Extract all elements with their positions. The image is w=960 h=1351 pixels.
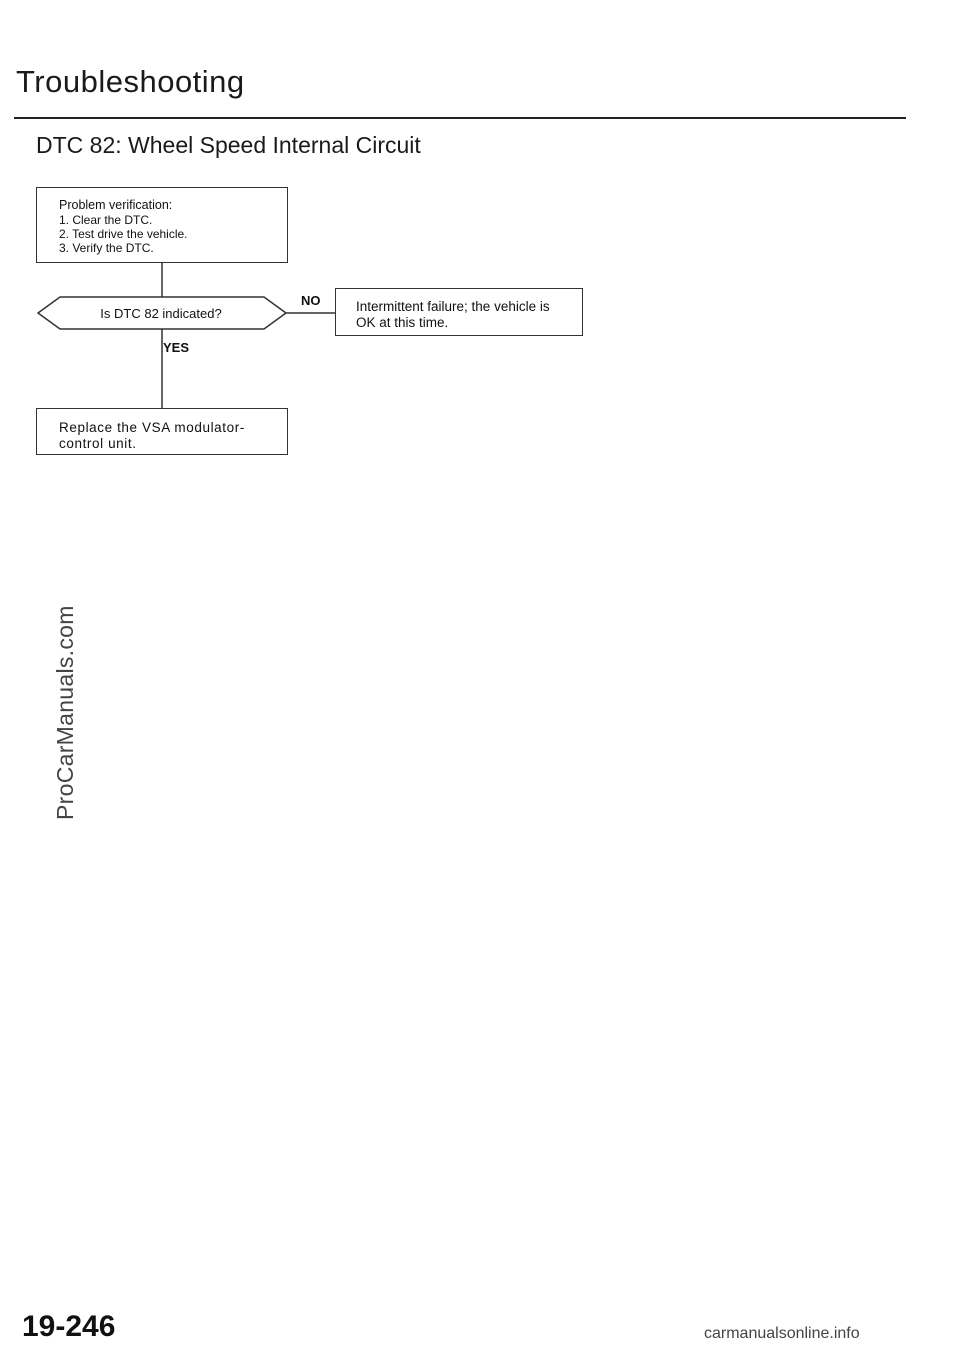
- intermittent-line-1: Intermittent failure; the vehicle is: [356, 299, 550, 314]
- dtc-heading: DTC 82: Wheel Speed Internal Circuit: [36, 132, 421, 158]
- verification-heading: Problem verification:: [59, 198, 173, 212]
- verification-step: 1. Clear the DTC.: [59, 213, 153, 227]
- yes-branch-label: YES: [163, 340, 190, 355]
- intermittent-line-2: OK at this time.: [356, 315, 449, 330]
- intermittent-failure-box: [335, 288, 583, 336]
- replace-modulator-box: [36, 408, 288, 455]
- problem-verification-box: [36, 187, 288, 263]
- replace-line-2: control unit.: [59, 436, 137, 451]
- no-branch-label: NO: [301, 293, 321, 308]
- verification-step: 2. Test drive the vehicle.: [59, 227, 188, 241]
- watermark-text: ProCarManuals.com: [52, 605, 78, 820]
- page-number: 19-246: [22, 1310, 116, 1343]
- verification-step: 3. Verify the DTC.: [59, 241, 154, 255]
- section-title: Troubleshooting: [16, 64, 245, 99]
- footer-site-link[interactable]: carmanualsonline.info: [704, 1325, 860, 1342]
- verification-steps: [59, 213, 287, 255]
- decision-question: Is DTC 82 indicated?: [100, 305, 222, 321]
- replace-line-1: Replace the VSA modulator-: [59, 420, 245, 435]
